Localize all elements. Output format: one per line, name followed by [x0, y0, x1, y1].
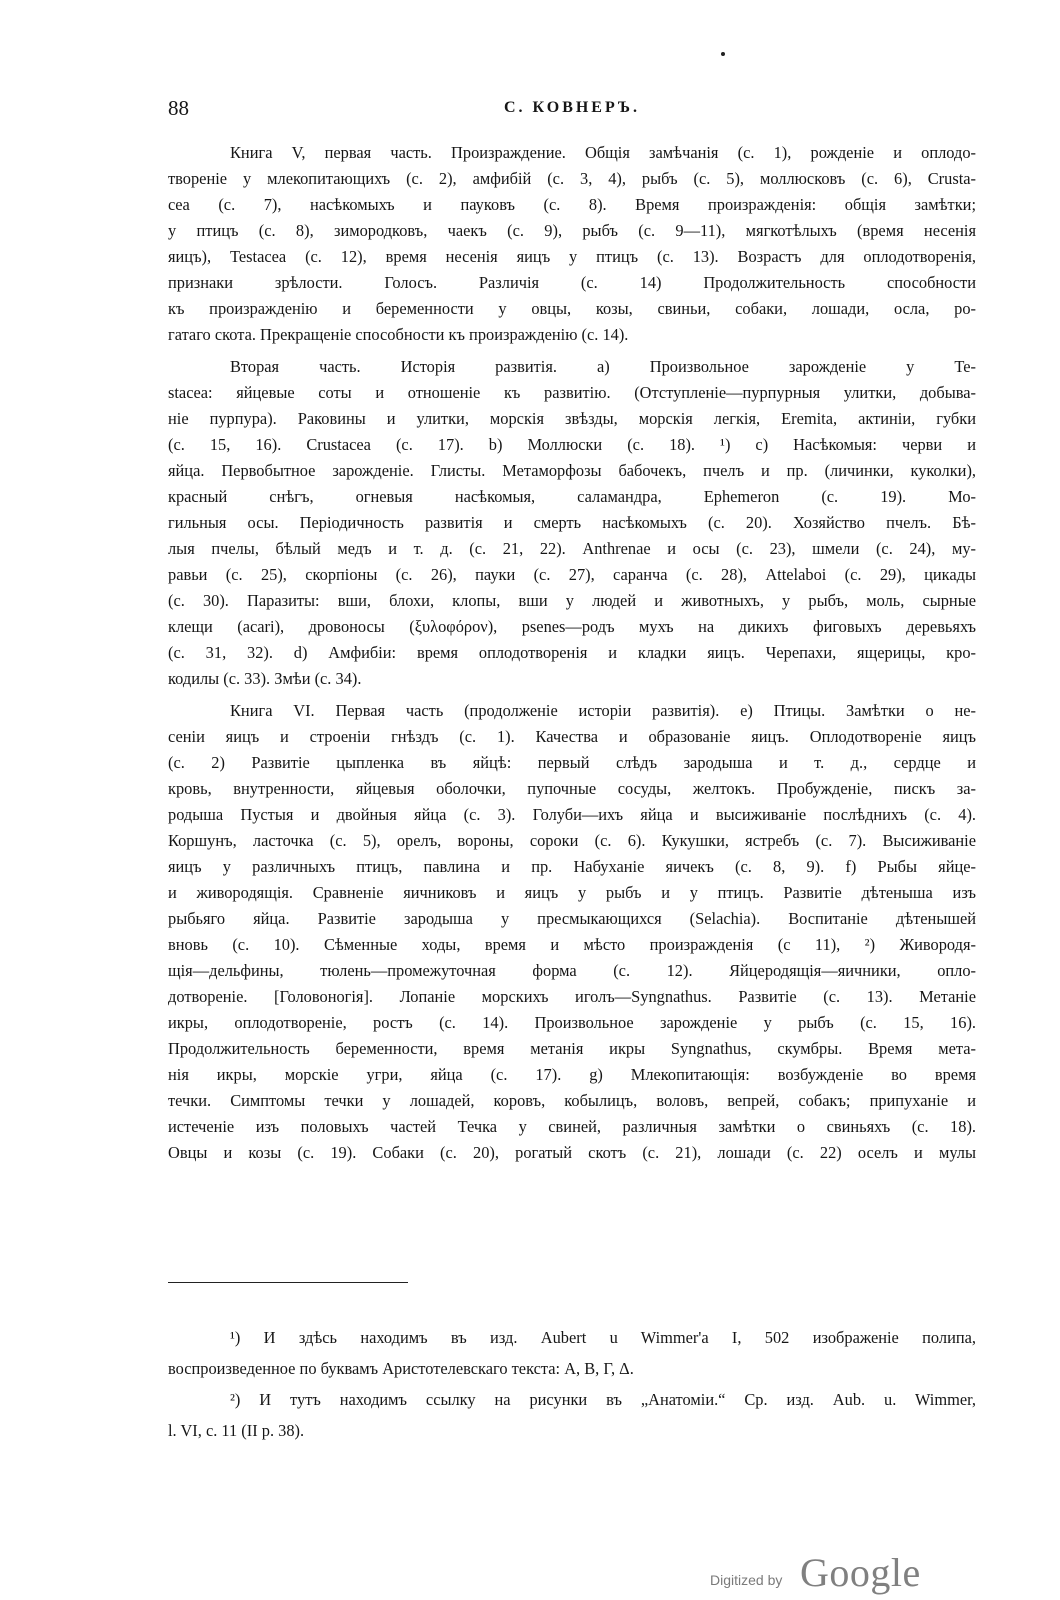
- text-line: Книга VI. Первая часть (продолженіе исторіи развитія). e) Птицы. Замѣтки о не-: [230, 701, 976, 720]
- footnote-1-line: воспроизведенное по буквамъ Аристотелевскаго текста: А, В, Г, Δ.: [168, 1359, 634, 1378]
- text-line: икры, оплодотвореніе, ростъ (с. 14). Произвольное зарожденіе у рыбъ (с. 15, 16).: [168, 1013, 976, 1032]
- text-line: Продолжительность беременности, время метанія икры Syngnathus, скумбры. Время мета-: [168, 1039, 976, 1058]
- text-line: признаки зрѣлости. Голосъ. Различія (с. 14) Продолжительность способности: [168, 273, 976, 292]
- text-line: (с. 2) Развитіе цыпленка въ яйцѣ: первый слѣдъ зародыша и т. д., сердце и: [168, 753, 976, 772]
- text-line: stacea: яйцевые соты и отношеніе къ развитію. (Отступленіе—пурпурныя улитки, добыва-: [168, 383, 976, 402]
- text-line: рыбьяго яйца. Развитіе зародыша у пресмыкающихся (Selachia). Воспитаніе дѣтенышей: [168, 909, 976, 928]
- page-number: 88: [168, 96, 189, 120]
- footnote-divider: [168, 1282, 408, 1283]
- text-line: сеніи яицъ и строеніи гнѣздъ (с. 1). Качества и образованіе яицъ. Оплодотвореніе яицъ: [168, 727, 976, 746]
- text-line: и живородящія. Сравненіе яичниковъ и яицъ у рыбъ и у птицъ. Развитіе дѣтеныша изъ: [168, 883, 976, 902]
- text-line: яйца. Первобытное зарожденіе. Глисты. Метаморфозы бабочекъ, пчелъ и пр. (личинки, куколки),: [168, 461, 976, 480]
- text-line: яицъ у различныхъ птицъ, павлина и пр. Набуханіе яичекъ (с. 8, 9). f) Рыбы яйце-: [168, 857, 976, 876]
- text-line: нія икры, морскіе угри, яйца (с. 17). g) Млекопитающія: возбужденіе во время: [168, 1065, 976, 1084]
- main-text: [168, 140, 976, 1166]
- text-line: течки. Симптомы течки у лошадей, коровъ, кобылицъ, воловъ, вепрей, собакъ; припуханіе и: [168, 1091, 976, 1110]
- digitized-watermark: [710, 1548, 960, 1594]
- page-header: [168, 96, 976, 122]
- footnote-2-line: ²) И тутъ находимъ ссылку на рисунки въ „Анатоміи.“ Ср. изд. Aub. u. Wimmer,: [230, 1390, 976, 1409]
- text-line: кровь, внутренности, яйцевыя оболочки, пупочные сосуды, желтокъ. Пробужденіе, пискъ за-: [168, 779, 976, 798]
- text-line: яицъ), Testacea (с. 12), время несенія яицъ у птицъ (с. 13). Возрастъ для оплодотворенія,: [168, 247, 976, 266]
- text-line: (с. 30). Паразиты: вши, блохи, клопы, вши у людей и животныхъ, у рыбъ, моль, сырные: [168, 591, 976, 610]
- footnote-2-line: l. VI, с. 11 (II р. 38).: [168, 1421, 305, 1440]
- text-line: (с. 31, 32). d) Амфибіи: время оплодотворенія и кладки яицъ. Черепахи, ящерицы, кро-: [168, 643, 976, 662]
- text-line: у птицъ (с. 8), зимородковъ, чаекъ (с. 9), рыбъ (с. 9—11), мягкотѣлыхъ (время несенія: [168, 221, 976, 240]
- text-line: вновь (с. 10). Сѣменные ходы, время и мѣсто произражденія (с 11), ²) Живородя-: [168, 935, 976, 954]
- footnotes: [168, 1322, 976, 1446]
- google-logo: Google: [800, 1550, 921, 1595]
- text-line: къ произражденію и беременности у овцы, козы, свиньи, собаки, лошади, осла, ро-: [168, 299, 976, 318]
- print-speck: [721, 52, 725, 56]
- text-line: красный снѣгъ, огневыя насѣкомыя, саламандра, Ephemeron (с. 19). Мо-: [168, 487, 976, 506]
- text-line: Книга V, первая часть. Произраждение. Общія замѣчанія (с. 1), рожденіе и оплодо-: [230, 143, 976, 162]
- text-line: дотвореніе. [Головоногія]. Лопаніе морскихъ иголъ—Syngnathus. Развитіе (с. 13). Метаніе: [168, 987, 976, 1006]
- text-line: Вторая часть. Исторія развитія. a) Произвольное зарожденіе у Te-: [230, 357, 976, 376]
- text-line: твореніе у млекопитающихъ (с. 2), амфибій (с. 3, 4), рыбъ (с. 5), моллюсковъ (с. 6), Crusta-: [168, 169, 976, 188]
- footnote-1-line: ¹) И здѣсь находимъ въ изд. Aubert u Wimmer'а I, 502 изображеніе полипа,: [230, 1328, 976, 1347]
- text-line: кодилы (с. 33). Змѣи (с. 34).: [168, 669, 362, 688]
- running-head: С. КОВНЕРЪ.: [503, 99, 640, 116]
- text-line: Коршунъ, ласточка (с. 5), орелъ, вороны, сороки (с. 6). Кукушки, ястребъ (с. 7). Высиживаніе: [168, 831, 976, 850]
- text-line: истеченіе изъ половыхъ частей Течка у свиней, различныя замѣтки о свиньяхъ (с. 18).: [168, 1117, 976, 1136]
- text-line: гатаго скота. Прекращеніе способности къ произражденію (с. 14).: [168, 325, 629, 344]
- text-line: (с. 15, 16). Crustacea (с. 17). b) Моллюски (с. 18). ¹) c) Насѣкомыя: черви и: [168, 435, 976, 454]
- paragraph-book-v-part-one: [168, 140, 976, 348]
- text-line: гильныя осы. Періодичность развитія и смерть насѣкомыхъ (с. 20). Хозяйство пчелъ. Бѣ-: [168, 513, 976, 532]
- text-line: клещи (acari), дровоносы (ξυλοφόρον), psenes—родъ мухъ на дикихъ фиговыхъ деревьяхъ: [168, 617, 976, 636]
- text-line: лыя пчелы, бѣлый медъ и т. д. (с. 21, 22). Anthrenae и осы (с. 23), шмели (с. 24), му-: [168, 539, 976, 558]
- watermark-prefix: Digitized by: [710, 1572, 783, 1588]
- text-line: ніе пурпура). Раковины и улитки, морскія звѣзды, морскія легкія, Eremita, актиніи, губки: [168, 409, 976, 428]
- paragraph-book-v-part-two: [168, 354, 976, 692]
- text-line: cea (с. 7), насѣкомыхъ и пауковъ (с. 8). Время произражденія: общія замѣтки;: [168, 195, 976, 214]
- text-line: равьи (с. 25), скорпіоны (с. 26), пауки (с. 27), саранча (с. 28), Attelaboi (с. 29), цикады: [168, 565, 976, 584]
- text-line: Овцы и козы (с. 19). Собаки (с. 20), рогатый скотъ (с. 21), лошади (с. 22) оселъ и мулы: [168, 1143, 976, 1162]
- text-line: щія—дельфины, тюлень—промежуточная форма (с. 12). Яйцеродящія—яичники, опло-: [168, 961, 976, 980]
- text-line: родыша Пустыя и двойныя яйца (с. 3). Голуби—ихъ яйца и высиживаніе послѣднихъ (с. 4).: [168, 805, 976, 824]
- paragraph-book-vi: [168, 698, 976, 1166]
